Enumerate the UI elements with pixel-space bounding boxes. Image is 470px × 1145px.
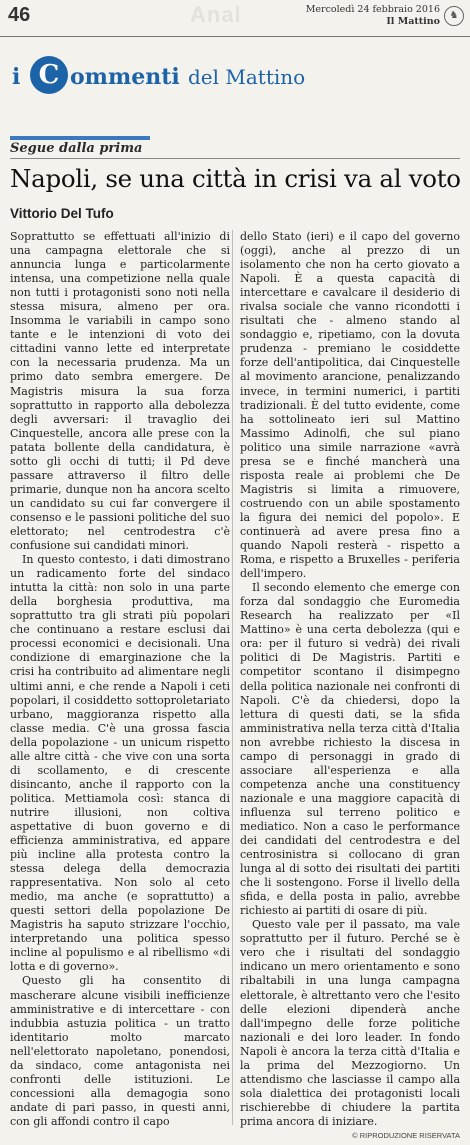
paragraph: dello Stato (ieri) e il capo del governo (oggi), anche al prezzo di un isolamento che non ha certo giovato a Napoli. È a questa capacità di intercettare e cavalcare il desiderio di rivalsa sociale che vanno ricondotti i risultati che - almeno stando al sondaggio e, ripetiamo, con la dovuta prudenza - premiano le cosiddette forze dell'antipolitica, dai Cinquestelle al movimento arancione, penalizzando invece, in termini numerici, i partiti tradizionali. È del tutto evidente, come ha sottolineato ieri sul Mattino Massimo Adinolfi, che sul piano politico una simile narrazione «avrà presa se e finché mancherà una risposta reale ai problemi che De Magistris si limita a rimuovere, costruendo con un abile spostamento la figura dei nemici del popolo». E continuerà ad avere presa fino a quando Napoli resterà - rispetto a Roma, e rispetto a Bruxelles - periferia dell'impero. bbox=[240, 230, 460, 581]
article-column-left bbox=[10, 230, 230, 1130]
rubric-initial-badge: C bbox=[30, 56, 68, 94]
page-number: 46 bbox=[8, 4, 31, 26]
rubric-prefix: i bbox=[12, 64, 21, 90]
show-through-text: Anal bbox=[190, 2, 242, 27]
mattino-logo-icon: ♞ bbox=[444, 6, 464, 26]
segue-accent-bar bbox=[10, 136, 150, 140]
issue-date: Mercoledì 24 febbraio 2016 bbox=[305, 4, 440, 15]
header-rule bbox=[0, 36, 470, 37]
segue-rule bbox=[10, 158, 460, 159]
rubric-word: ommenti bbox=[70, 64, 180, 90]
article-headline: Napoli, se una città in crisi va al voto bbox=[10, 164, 461, 193]
copyright-notice: © RIPRODUZIONE RISERVATA bbox=[352, 1131, 460, 1140]
segue-label: Segue dalla prima bbox=[10, 141, 143, 156]
rubric-tail: del Mattino bbox=[188, 65, 306, 89]
paragraph: Questo gli ha consentito di mascherare alcune visibili inefficienze amministrative e di intercettare - con indubbia astuzia politica - un tratto identitario molto marcato nell'elettorato napoletano, ponendosi, da sindaco, come antagonista nei confronti delle istituzioni. Le concessioni alla demagogia sono andate di pari passo, in questi anni, con gli affondi contro il capo bbox=[10, 974, 230, 1128]
article-column-right bbox=[240, 230, 460, 1130]
paragraph: Questo vale per il passato, ma vale soprattutto per il futuro. Perché se è vero che i risultati del sondaggio indicano un mero orientamento e sono ribaltabili in una lunga campagna elettorale, è altrettanto vero che l'esito delle elezioni dipenderà anche dall'impegno delle forze politiche nazionali e dei loro leader. In fondo Napoli è ancora la terza città d'Italia e la prima del Mezzogiorno. Un attendismo che lasciasse il campo alla sola dialettica dei protagonisti locali rischierebbe di chiudere la partita prima ancora di iniziare. bbox=[240, 918, 460, 1128]
paragraph: Il secondo elemento che emerge con forza dal sondaggio che Euromedia Research ha realizzato per «Il Mattino» è una certa debolezza (qui e ora: per il futuro si vedrà) dei rivali politici di De Magistris. Partiti e competitor scontano il disimpegno della politica nazionale nei confronti di Napoli. C'è da chiedersi, dopo la lettura di questi dati, se la sfida amministrativa nella terza città d'Italia non avrebbe richiesto la discesa in campo di personaggi in grado di associare all'esperienza e alla competenza anche una constituency nazionale e una maggiore capacità di influenza sul terreno politico e mediatico. Non a caso le performance dei candidati del centrodestra e del centrosinistra si collocano di gran lunga al di sotto dei risultati dei partiti che li sostengono. Forse il livello della sfida, e della posta in palio, avrebbe richiesto ai partiti di osare di più. bbox=[240, 581, 460, 918]
header-info bbox=[306, 4, 440, 28]
article-author: Vittorio Del Tufo bbox=[10, 206, 114, 221]
paragraph: In questo contesto, i dati dimostrano un radicamento forte del sindaco intutta la città: non solo in una parte della borghesia produttiva, ma soprattutto tra gli strati più popolari che continuano a restare esclusi dai processi economici e decisionali. Una condizione di emarginazione che la crisi ha contribuito ad alimentare negli ultimi anni, e che rende a Napoli i ceti popolari, il cosiddetto sottoproletariato urbano, maggioranza rispetto alla classe media. C'è una grossa fascia della popolazione - un unicum rispetto alle altre città - che vive con una sorta di scollamento, e di crescente disincanto, anche il rapporto con la politica. Mettiamola così: stanca di nutrire illusioni, non coltiva aspettative di buon governo e di efficienza amministrativa, ed appare più incline alla protesta contro la stessa delega della democrazia rappresentativa. Non solo al ceto medio, ma anche (e soprattutto) a questi settori della popolazione De Magistris ha saputo strizzare l'occhio, interpretando una politica spesso incline al populismo e al ribellismo «di lotta e di governo». bbox=[10, 553, 230, 974]
paragraph: Soprattutto se effettuati all'inizio di una campagna elettorale che si annuncia lunga e particolarmente intensa, una competizione nella quale non tutti i protagonisti sono noti nella stessa misura, almeno per ora. Insomma le variabili in campo sono tante e le intenzioni di voto dei cittadini vanno lette ed interpretate con la necessaria prudenza. Ma un primo dato sembra emergere. De Magistris misura la sua forza soprattutto in rapporto alla debolezza degli avversari: il travaglio dei Cinquestelle, ancora alle prese con la patata bollente della candidatura, è sotto gli occhi di tutti; il Pd deve passare attraverso il filtro delle primarie, dunque non ha ancora scelto un candidato su cui far convergere il consenso e le passioni politiche del suo elettorato; nel centrodestra c'è confusione sui candidati minori. bbox=[10, 230, 230, 553]
newspaper-name: Il Mattino bbox=[386, 16, 440, 27]
section-rubric bbox=[12, 56, 352, 100]
column-divider bbox=[232, 230, 233, 1125]
page-header bbox=[0, 0, 470, 40]
